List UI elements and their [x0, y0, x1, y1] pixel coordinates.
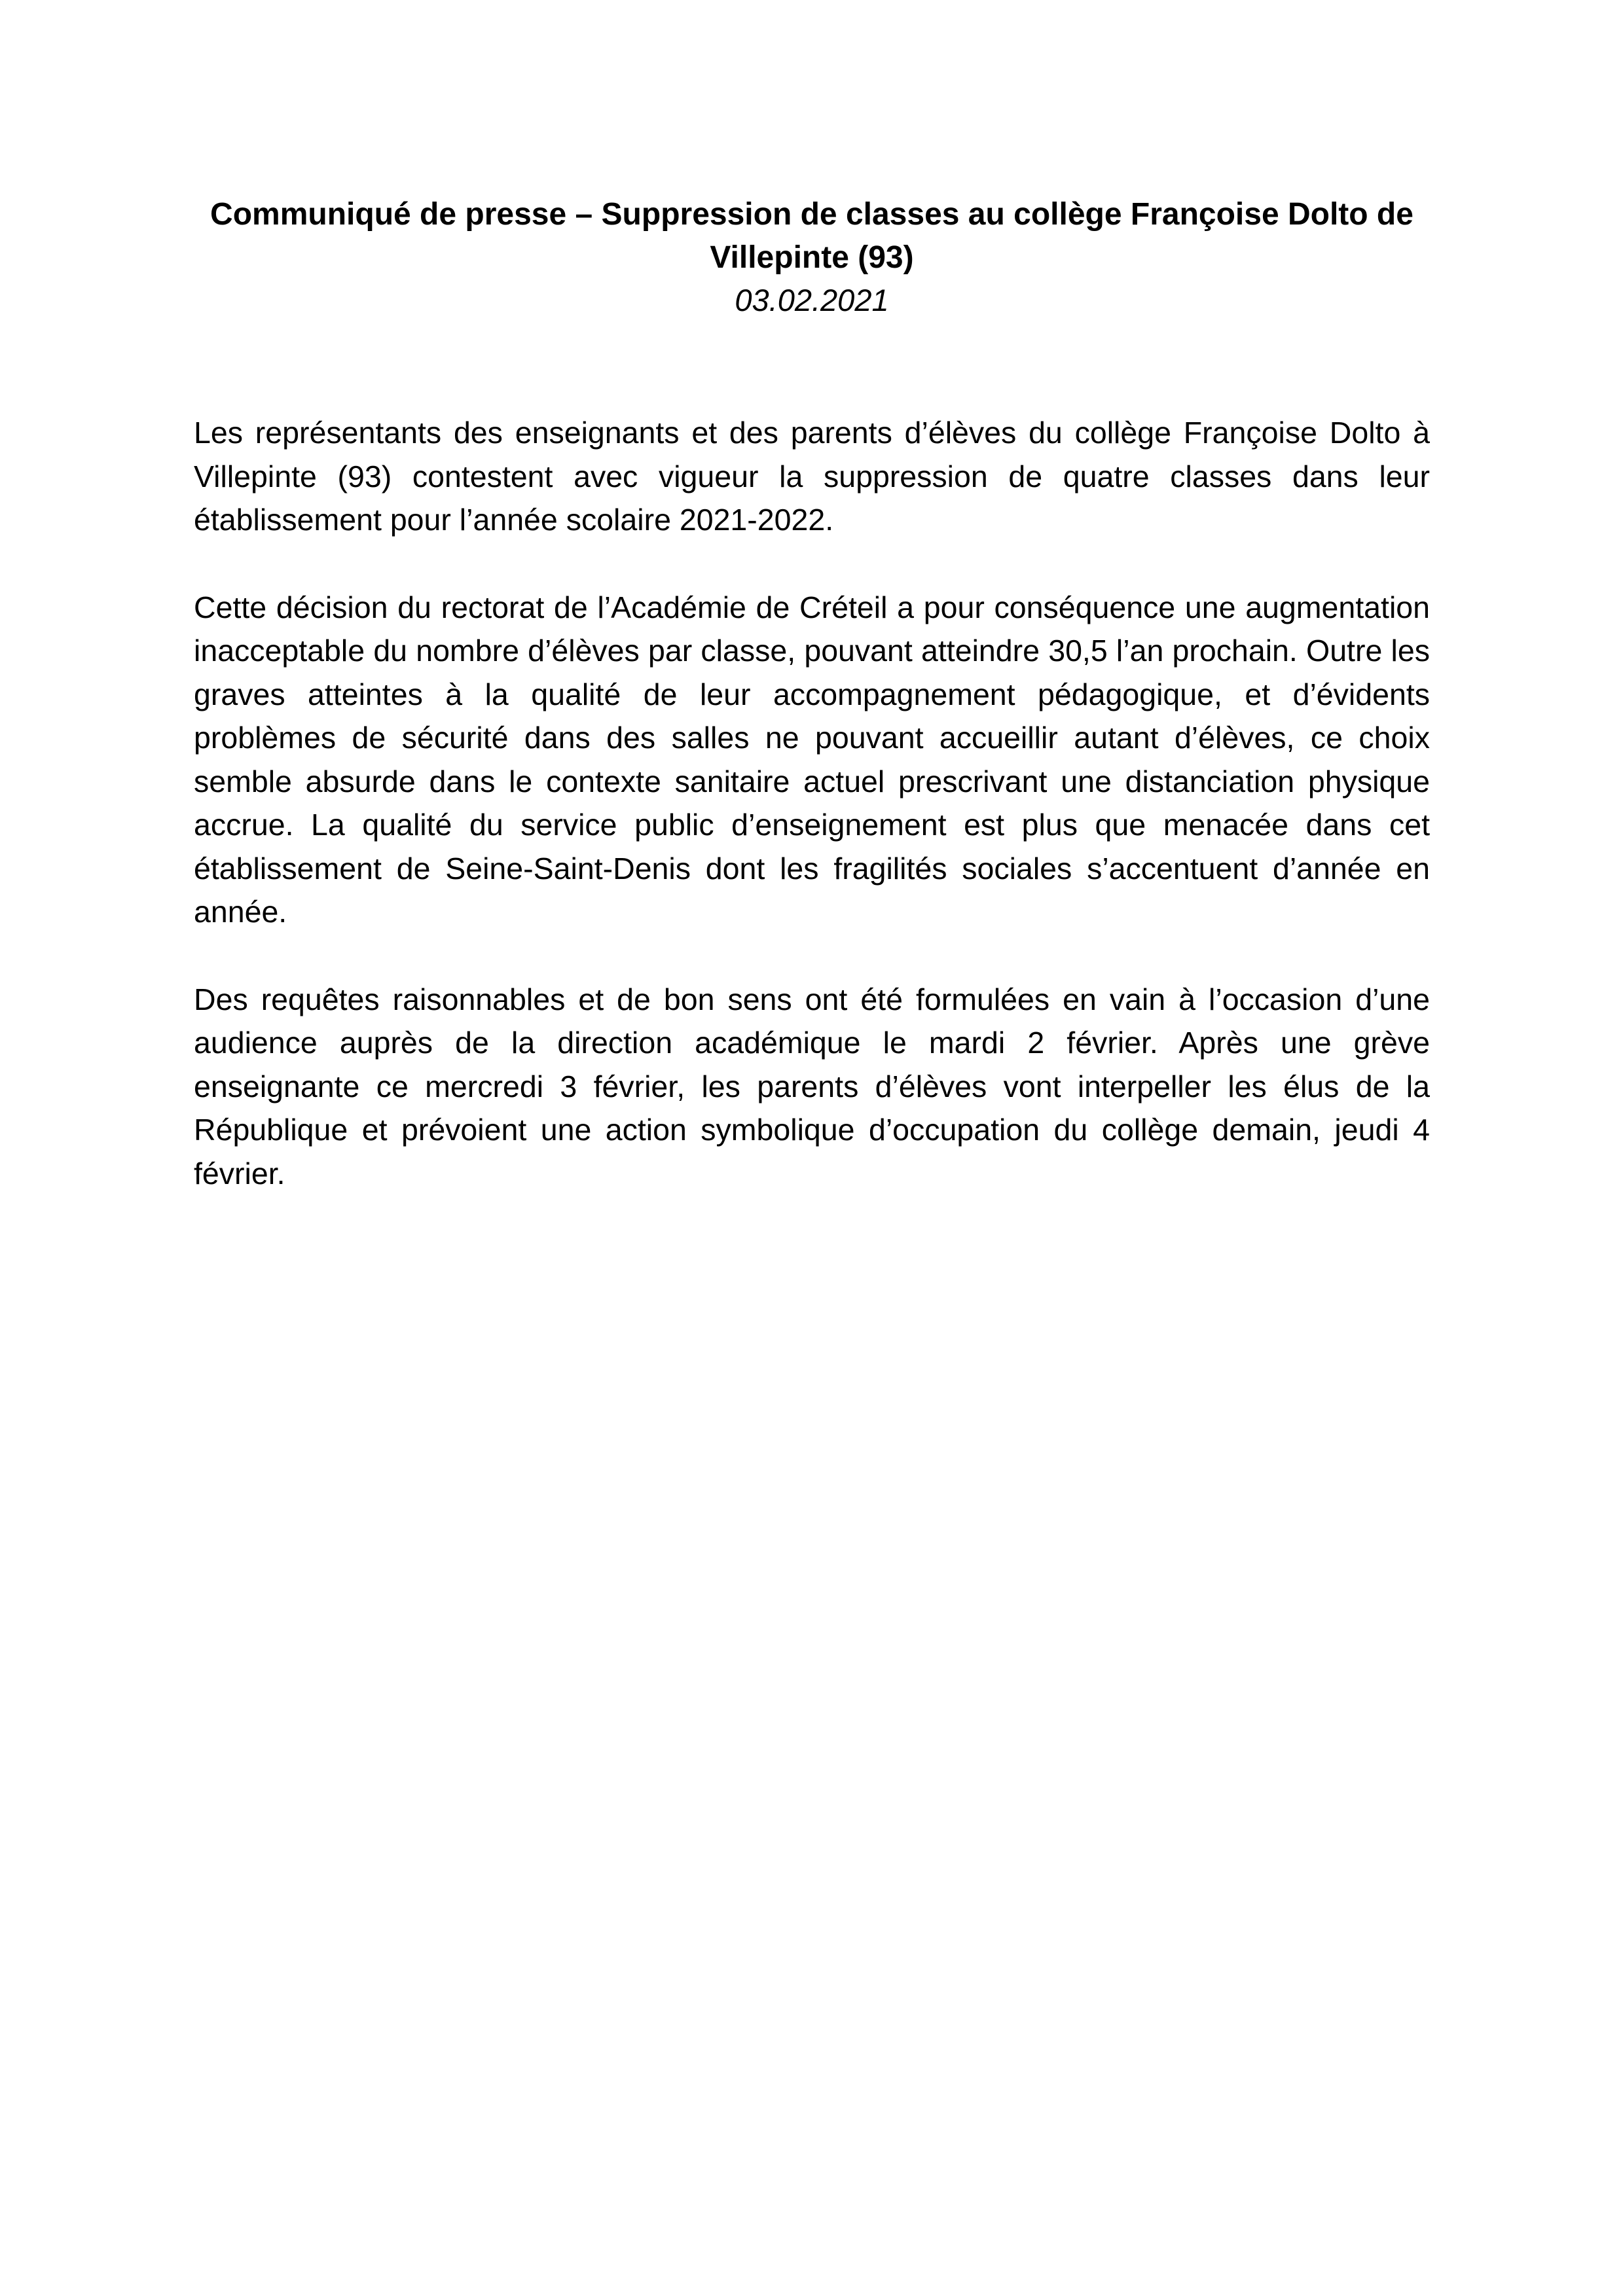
document-body [194, 411, 1430, 1239]
document-title: Communiqué de presse – Suppression de classes au collège Françoise Dolto de Villepinte (93) [210, 197, 1413, 275]
paragraph-1: Les représentants des enseignants et des parents d’élèves du collège Françoise Dolto à Villepinte (93) contestent avec vigueur la suppression de quatre classes dans leur établissement pour l’année scolaire 2021-2022. [194, 416, 1430, 537]
paragraph-2: Cette décision du rectorat de l’Académie de Créteil a pour conséquence une augmentation inacceptable du nombre d’élèves par classe, pouvant atteindre 30,5 l’an prochain. Outre les graves atteintes à la qualité de leur accompagnement pédagogique, et d’évidents problèmes de sécurité dans des salles ne pouvant accueillir autant d’élèves, ce choix semble absurde dans le contexte sanitaire actuel prescrivant une distanciation physique accrue. La qualité du service public d’enseignement est plus que menacée dans cet établissement de Seine-Saint-Denis dont les fragilités sociales s’accentuent d’année en année. [194, 590, 1430, 929]
document-header [196, 193, 1427, 321]
paragraph-3: Des requêtes raisonnables et de bon sens ont été formulées en vain à l’occasion d’une audience auprès de la direction académique le mardi 2 février. Après une grève enseignante ce mercredi 3 février, les parents d’élèves vont interpeller les élus de la République et prévoient une action symbolique d’occupation du collège demain, jeudi 4 février. [194, 982, 1430, 1191]
document-date: 03.02.2021 [735, 283, 889, 317]
